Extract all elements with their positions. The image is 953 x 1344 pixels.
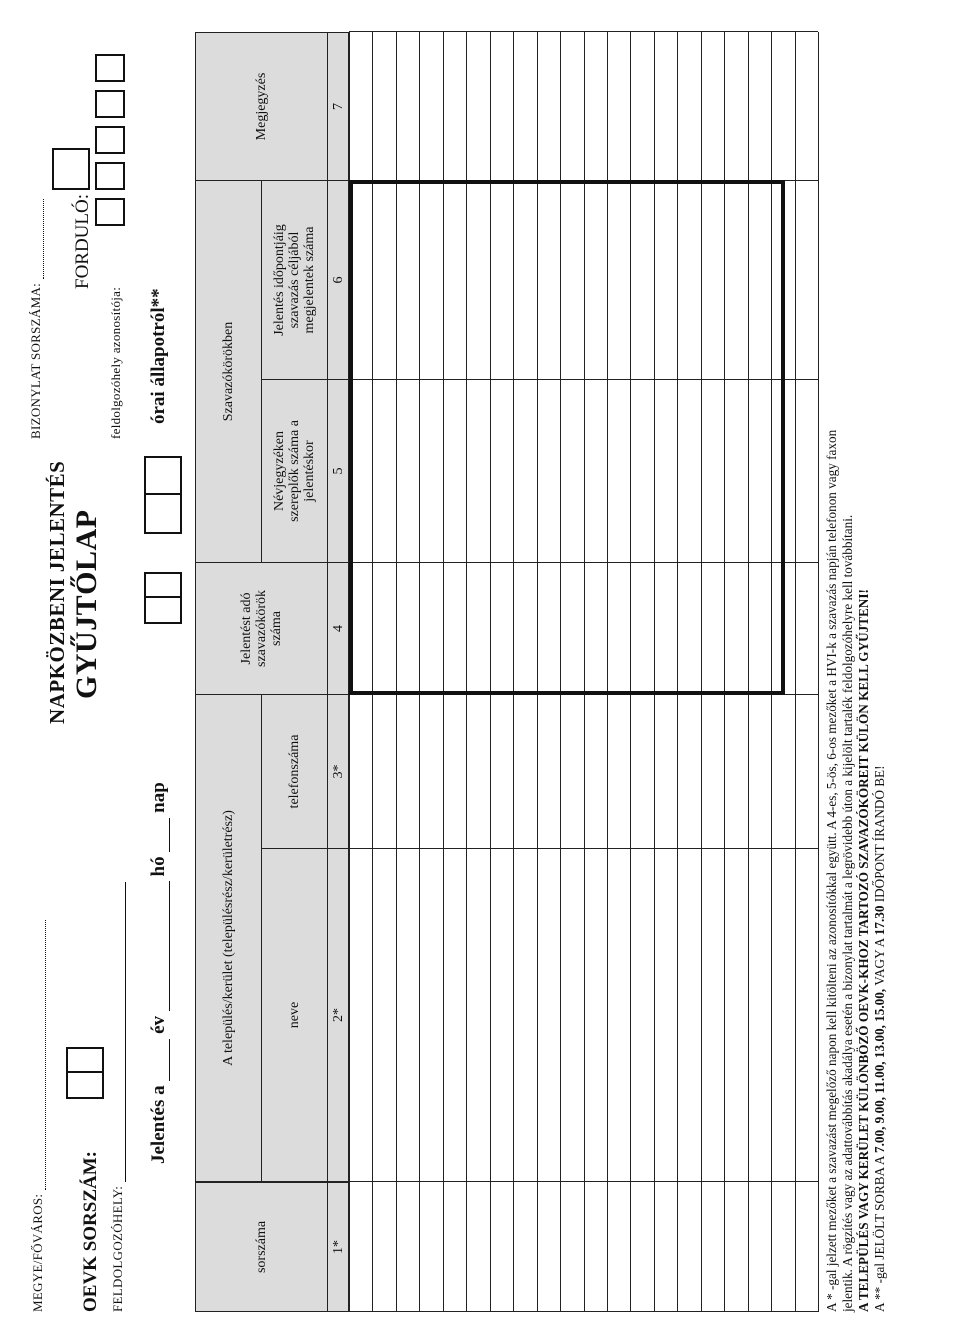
hour-box[interactable] bbox=[144, 572, 182, 624]
col-header-phone: telefonszáma bbox=[261, 694, 328, 849]
col-number-1: 1* bbox=[327, 1182, 349, 1312]
table-row bbox=[818, 32, 819, 1312]
footer-line4-times: 7.00, 9.00, 11.00, 13.00, 15.00, bbox=[872, 988, 887, 1153]
footer-line4 bbox=[872, 765, 887, 1312]
hvi-entry-area bbox=[349, 180, 785, 695]
hour-suffix: órai állapotról** bbox=[148, 288, 169, 424]
footer-line4-mid: VAGY A bbox=[872, 938, 887, 986]
oevk-box[interactable] bbox=[66, 1047, 104, 1099]
day-label: nap bbox=[148, 782, 169, 813]
col-header-registered: Névjegyzéken szereplők száma a jelentéskor bbox=[261, 379, 328, 563]
footer-line2: jelentik. A rögzítés vagy az adattovábbítás akadálya esetén a bizonylat tartalmát a legrövidebb úton a kijelölt tartalék feldolgozóhelyre kell továbbítani. bbox=[840, 514, 855, 1312]
county-label: MEGYE/FŐVÁROS: bbox=[30, 1193, 45, 1312]
col-number-7: 7 bbox=[327, 32, 349, 181]
col-number-3: 3* bbox=[327, 694, 349, 849]
day-input-line[interactable] bbox=[169, 818, 170, 852]
month-label: hó bbox=[148, 856, 169, 877]
title-line2: GYŰJTŐLAP bbox=[70, 509, 103, 699]
report-date-line bbox=[148, 782, 170, 1164]
collection-table bbox=[195, 32, 818, 1312]
footer-line4-post: IDŐPONT ÍRANDÓ BE! bbox=[872, 765, 887, 903]
document-number-input-line[interactable] bbox=[43, 199, 44, 279]
document-number-field bbox=[28, 199, 44, 439]
footer-line4-pre: A ** -gal JELÖLT SORBA A bbox=[872, 1156, 887, 1312]
year-input-line[interactable] bbox=[169, 1039, 170, 1081]
col-header-name: neve bbox=[261, 848, 328, 1182]
col-header-voted: Jelentés időpontjáig szavazás céljából megjelentek száma bbox=[261, 180, 328, 380]
round-label: FORDULÓ: bbox=[72, 193, 93, 289]
footer-line3: A TELEPÜLÉS VAGY KERÜLET KÜLÖNBÖZŐ OEVK-KHOZ TARTOZÓ SZAVAZÓKÖREIT KÜLÖN KELL GYŰJTENI! bbox=[856, 589, 871, 1312]
processing-site-label: FELDOLGOZÓHELY: bbox=[110, 1185, 125, 1312]
id-box-3[interactable] bbox=[95, 126, 125, 154]
county-field bbox=[30, 920, 46, 1312]
col-header-remarks: Megjegyzés bbox=[195, 32, 328, 181]
col-number-5: 5 bbox=[327, 379, 349, 563]
id-box-5[interactable] bbox=[95, 54, 125, 82]
oevk-label: OEVK SORSZÁM: bbox=[80, 1151, 101, 1312]
id-box-4[interactable] bbox=[95, 90, 125, 118]
table-row bbox=[795, 32, 796, 1312]
footer-line4-time2: 17.30 bbox=[872, 905, 887, 936]
year-label: év bbox=[148, 1015, 169, 1034]
month-input-line[interactable] bbox=[169, 881, 170, 1011]
group-header-settlement: A település/kerület (településrész/kerületrész) bbox=[195, 694, 262, 1182]
processing-site-input-line[interactable] bbox=[125, 882, 126, 1182]
title-line1: NAPKÖZBENI JELENTÉS bbox=[45, 460, 69, 724]
report-prefix: Jelentés a bbox=[148, 1085, 169, 1164]
table-column-divider bbox=[349, 1311, 818, 1312]
minute-box[interactable] bbox=[144, 456, 182, 534]
table-column-divider bbox=[349, 31, 818, 32]
processing-site-id-label: feldolgozóhely azonosítója: bbox=[108, 286, 123, 439]
table-column-divider bbox=[349, 848, 818, 849]
document-number-label: BIZONYLAT SORSZÁMA: bbox=[28, 282, 43, 439]
col-number-6: 6 bbox=[327, 180, 349, 380]
col-header-serial: sorszáma bbox=[195, 1182, 328, 1312]
col-header-reporting-districts: Jelentést adó szavazókörök száma bbox=[195, 562, 328, 695]
id-box-1[interactable] bbox=[95, 198, 125, 226]
processing-site-field bbox=[110, 882, 126, 1312]
col-number-2: 2* bbox=[327, 848, 349, 1182]
round-box[interactable] bbox=[52, 148, 90, 190]
group-header-districts: Szavazókörökben bbox=[195, 180, 262, 563]
table-column-divider bbox=[349, 1181, 818, 1182]
id-box-2[interactable] bbox=[95, 162, 125, 190]
county-input-line[interactable] bbox=[45, 920, 46, 1190]
col-number-4: 4 bbox=[327, 562, 349, 695]
footer-line1: A * -gal jelzett mezőket a szavazást megelőző napon kell kitölteni az azonosítókkal együtt. A 4-es, 5-ös, 6-os mezőket a HVI-k a szavazás napján telefonon vagy faxon bbox=[824, 429, 839, 1312]
